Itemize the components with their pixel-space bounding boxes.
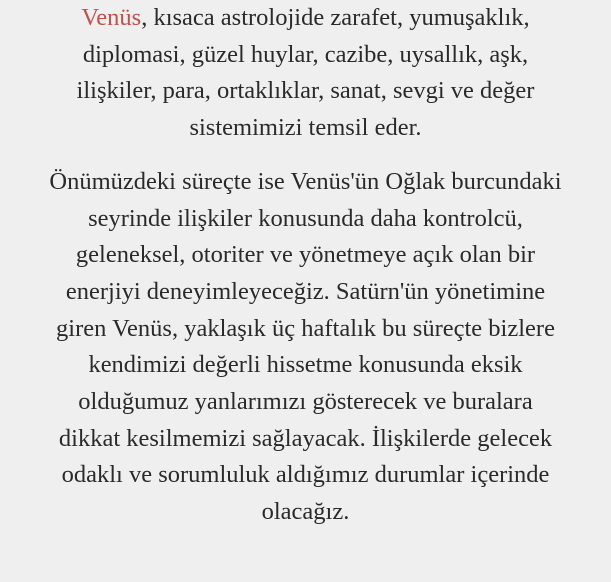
text-line: dikkat kesilmemizi sağlayacak. İlişkilerde gelecek bbox=[58, 424, 553, 452]
text-line: giren Venüs, yaklaşık üç haftalık bu süreçte bizlere bbox=[56, 314, 555, 342]
text-line: olduğumuz yanlarımızı gösterecek ve buralara bbox=[78, 388, 533, 416]
paragraph-venus-capricorn bbox=[0, 164, 611, 531]
text-line: enerjiyi deneyimleyeceğiz. Satürn'ün yönetimine bbox=[65, 277, 546, 305]
text-line bbox=[0, 0, 611, 37]
text-line: seyrinde ilişkiler konusunda daha kontrolcü, bbox=[88, 204, 523, 232]
venus-highlight: Venüs bbox=[81, 4, 142, 31]
text-line: ilişkiler, para, ortaklıklar, sanat, sevgi ve değer bbox=[76, 77, 535, 105]
text-line: odaklı ve sorumluluk aldığımız durumlar içerinde bbox=[61, 461, 550, 489]
text-line: kendimizi değerli hissetme konusunda eksik bbox=[88, 351, 523, 379]
text-line: geleneksel, otoriter ve yönetmeye açık olan bir bbox=[75, 241, 536, 269]
text-line: sistemimizi temsil eder. bbox=[189, 114, 422, 142]
text-line: diplomasi, güzel huylar, cazibe, uysallık, aşk, bbox=[82, 40, 529, 68]
paragraph-venus-intro bbox=[0, 0, 611, 147]
text-line-rest: , kısaca astrolojide zarafet, yumuşaklık, bbox=[141, 4, 530, 31]
text-line: Önümüzdeki süreçte ise Venüs'ün Oğlak burcundaki bbox=[49, 167, 562, 195]
text-line: olacağız. bbox=[261, 498, 350, 526]
